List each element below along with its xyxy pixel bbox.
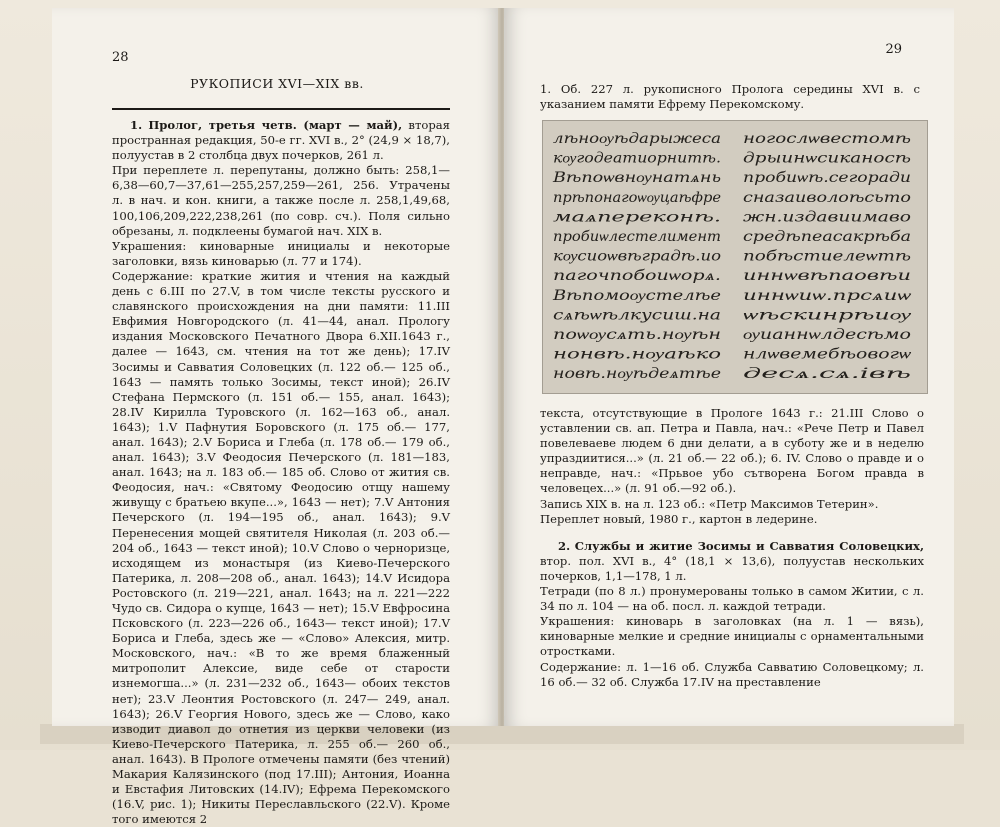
page-number-right: 29: [885, 42, 902, 57]
manuscript-line-left: Вѣпоѡвнѹнатѧнь: [551, 170, 721, 187]
manuscript-line-right: жн.издавиимаво: [743, 209, 911, 226]
manuscript-line-left: прѣпонагоѡѹцаѣфре: [553, 189, 721, 206]
entry-2-number: 2.: [558, 538, 571, 553]
manuscript-line-left: лѣноѹѣдарыжеса: [553, 131, 721, 147]
manuscript-line-right: средѣпеасакрѣба: [743, 229, 911, 245]
paragraph-continuation: текста, отсутствующие в Прологе 1643 г.: 21.III Слово о уставлении св. ап. Петра и Павла, нач.: «Рече Петр и Павел повелеваеве людем 6 дни делати, а в суботу же и в неделю упраздиитися...» (л. 21 об.— 22 об.); 6. IV. Слово о правде и о неправде, нач.: «Прьвое убо сътворена Богом правда в человецех...» (л. 91 об.—92 об.).: [540, 406, 924, 496]
paragraph-binding-note: Переплет новый, 1980 г., картон в ледерине.: [540, 511, 818, 526]
manuscript-line-right: иннѡвѣпаовѣи: [743, 268, 911, 285]
manuscript-line-right: ногослѡвестомѣ: [743, 131, 911, 147]
entry-1-lead: [112, 118, 450, 163]
entry-2-description: втор. пол. XVI в., 4° (18,1 × 13,6), полуустав нескольких почерков, 1,1—178, 1 л.: [540, 553, 924, 583]
entry-1-number: 1.: [130, 118, 143, 132]
manuscript-line-left: кѹгодеатиорнитѣ.: [553, 150, 721, 167]
paragraph-decoration: Украшения: киноварные инициалы и некоторые заголовки, вязь киноварью (л. 77 и 174).: [112, 238, 450, 268]
manuscript-line-left: пробиѡлестелимент: [553, 229, 721, 245]
running-head: РУКОПИСИ XVI—XIX вв.: [190, 76, 364, 91]
left-text-block: [112, 118, 450, 827]
entry-2-lead: [540, 539, 924, 584]
paragraph-quires: Тетради (по 8 л.) пронумерованы только в самом Житии, с л. 34 по л. 104 — на об. посл. л. каждой тетради.: [540, 584, 924, 614]
manuscript-line-left: сѧѣѡѣлкусиш.на: [553, 307, 721, 324]
manuscript-line-left: нонвѣ.нѹаѣко: [553, 346, 721, 363]
paragraph-contents-2: Содержание: л. 1—16 об. Служба Савватию Соловецкому; л. 16 об.— 32 об. Служба 17.IV на преставление: [540, 659, 924, 689]
manuscript-line-left: маѧпереконѣ.: [553, 209, 721, 226]
paragraph-decoration-2: Украшения: киноварь в заголовках (на л. 1 — вязь), киноварные мелкие и средние инициалы с орнаментальными отростками.: [540, 614, 924, 659]
manuscript-image: [543, 121, 927, 393]
manuscript-line-right: иннѡиѡ.прсѧиѡ: [743, 287, 912, 304]
entry-2-title: Службы и житие Зосимы и Савватия Соловецких,: [574, 538, 925, 553]
manuscript-line-left: пагочпобоиѡорѧ.: [553, 268, 721, 285]
page-number-left: 28: [112, 50, 129, 65]
left-page: [52, 8, 500, 827]
right-text-block: [540, 406, 924, 690]
manuscript-line-right: дрыинѡсиканосѣ: [743, 150, 911, 167]
heading-rule: [112, 108, 450, 110]
manuscript-line-left: новѣ.нѹѣдеѧтѣе: [553, 366, 721, 383]
manuscript-line-right: ѡѣскинрѣиѹ: [743, 307, 912, 324]
right-page: [504, 8, 954, 726]
manuscript-line-right: ѹианнѡлдесѣмо: [743, 327, 911, 343]
paragraph-contents: Содержание: краткие жития и чтения на каждый день с 6.III по 27.V, в том числе тексты русского и славянского происхождения на дни памяти: 11.III Евфимия Новгородского (л. 41—44, анал. Прологу издания Московского Печатного Двора 6.XII.1643 г., далее — 1643, см. чтения на тот же день); 17.IV Зосимы и Савватия Соловецких (л. 122 об.— 125 об., 1643 — память только Зосимы, текст иной); 26.IV Стефана Пермского (л. 151 об.— 155, анал. 1643); 28.IV Кирилла Туровского (л. 162—163 об., анал. 1643); 1.V Пафнутия Боровского (л. 175 об.— 177, анал. 1643); 2.V Бориса и Глеба (л. 178 об.— 179 об., анал. 1643); 3.V Феодосия Печерского (л. 181—183, анал. 1643; на л. 183 об.— 185 об. Слово от жития св. Феодосия, нач.: «Святому Феодосию отщу нашему живущу с братьею вкупе...», 1643 — нет); 7.V Антония Печерского (л. 194—195 об., анал. 1643); 9.V Перенесения мощей святителя Николая (л. 203 об.— 204 об., 1643 — текст иной); 10.V Слово о черноризце, исходящем из монастыря (из Киево-Печерского Патерика, л. 208—208 об., анал. 1643); 14.V Исидора Ростовского (л. 219—221, анал. 1643; на л. 221—222 Чудо св. Сидора о купце, 1643 — нет); 15.V Евфросина Псковского (л. 223—226 об., 1643— текст иной); 17.V Бориса и Глеба, здесь же — «Слово» Алексия, митр. Московского, нач.: «В то же время блаженный митрополит Алексие, виде себе от старости изнемогша...» (л. 231—232 об., 1643— обоих текстов нет); 23.V Леонтия Ростовского (л. 247— 249, анал. 1643); 26.V Георгия Нового, здесь же — Слово, како изводит диавол до отнетия из церкви человеки (из Киево-Печерского Патерика, л. 255 об.— 260 об., анал. 1643). В Прологе отмечены памяти (без чтений) Макария Калязинского (под 17.III); Антония, Иоанна и Евстафия Литовских (14.IV); Ефрема Перекомского (16.V, рис. 1); Никиты Переславльского (22.V). Кроме того имеются 2: [112, 268, 450, 827]
entry-1-description: вторая пространная редакция, 50-е гг. XVI в., 2° (24,9 × 18,7), полуустав в 2 столбца двух почерков, 261 л.: [112, 118, 450, 163]
manuscript-line-right: десѧ.сѧ.івѣ: [743, 366, 911, 383]
paragraph-binding: При переплете л. перепутаны, должно быть: 258,1—6,38—60,7—37,61—255,257,259—261, 256. Утрачены л. в нач. и кон. книги, а также после л. 258,1,49,68, 100,106,209,222,238,261 (по совр. сч.). Поля сильно обрезаны, л. подклеены бумагой нач. XIX в.: [112, 163, 450, 238]
manuscript-line-right: нлѡвемебѣовогѡ: [743, 346, 912, 363]
figure-caption: 1. Об. 227 л. рукописного Пролога середины XVI в. с указанием памяти Ефрему Перекомскому.: [540, 82, 920, 112]
entry-1-title: Пролог, третья четв. (март — май),: [148, 118, 403, 132]
manuscript-plate: [542, 120, 928, 394]
manuscript-line-right: пробиѡѣ.сегоради: [743, 170, 911, 187]
paragraph-inscription: Запись XIX в. на л. 123 об.: «Петр Максимов Тетерин».: [540, 496, 879, 511]
manuscript-line-left: Вѣпомоѹстелѣе: [551, 287, 721, 304]
manuscript-line-left: кѹсиоѡвѣградѣ.ио: [553, 248, 721, 265]
manuscript-line-left: поѡѹсѧть.нѹѣн: [553, 327, 721, 343]
manuscript-line-right: сназаиволоѣсьто: [743, 189, 911, 206]
manuscript-line-right: побѣстиелеѡтѣ: [743, 248, 911, 265]
